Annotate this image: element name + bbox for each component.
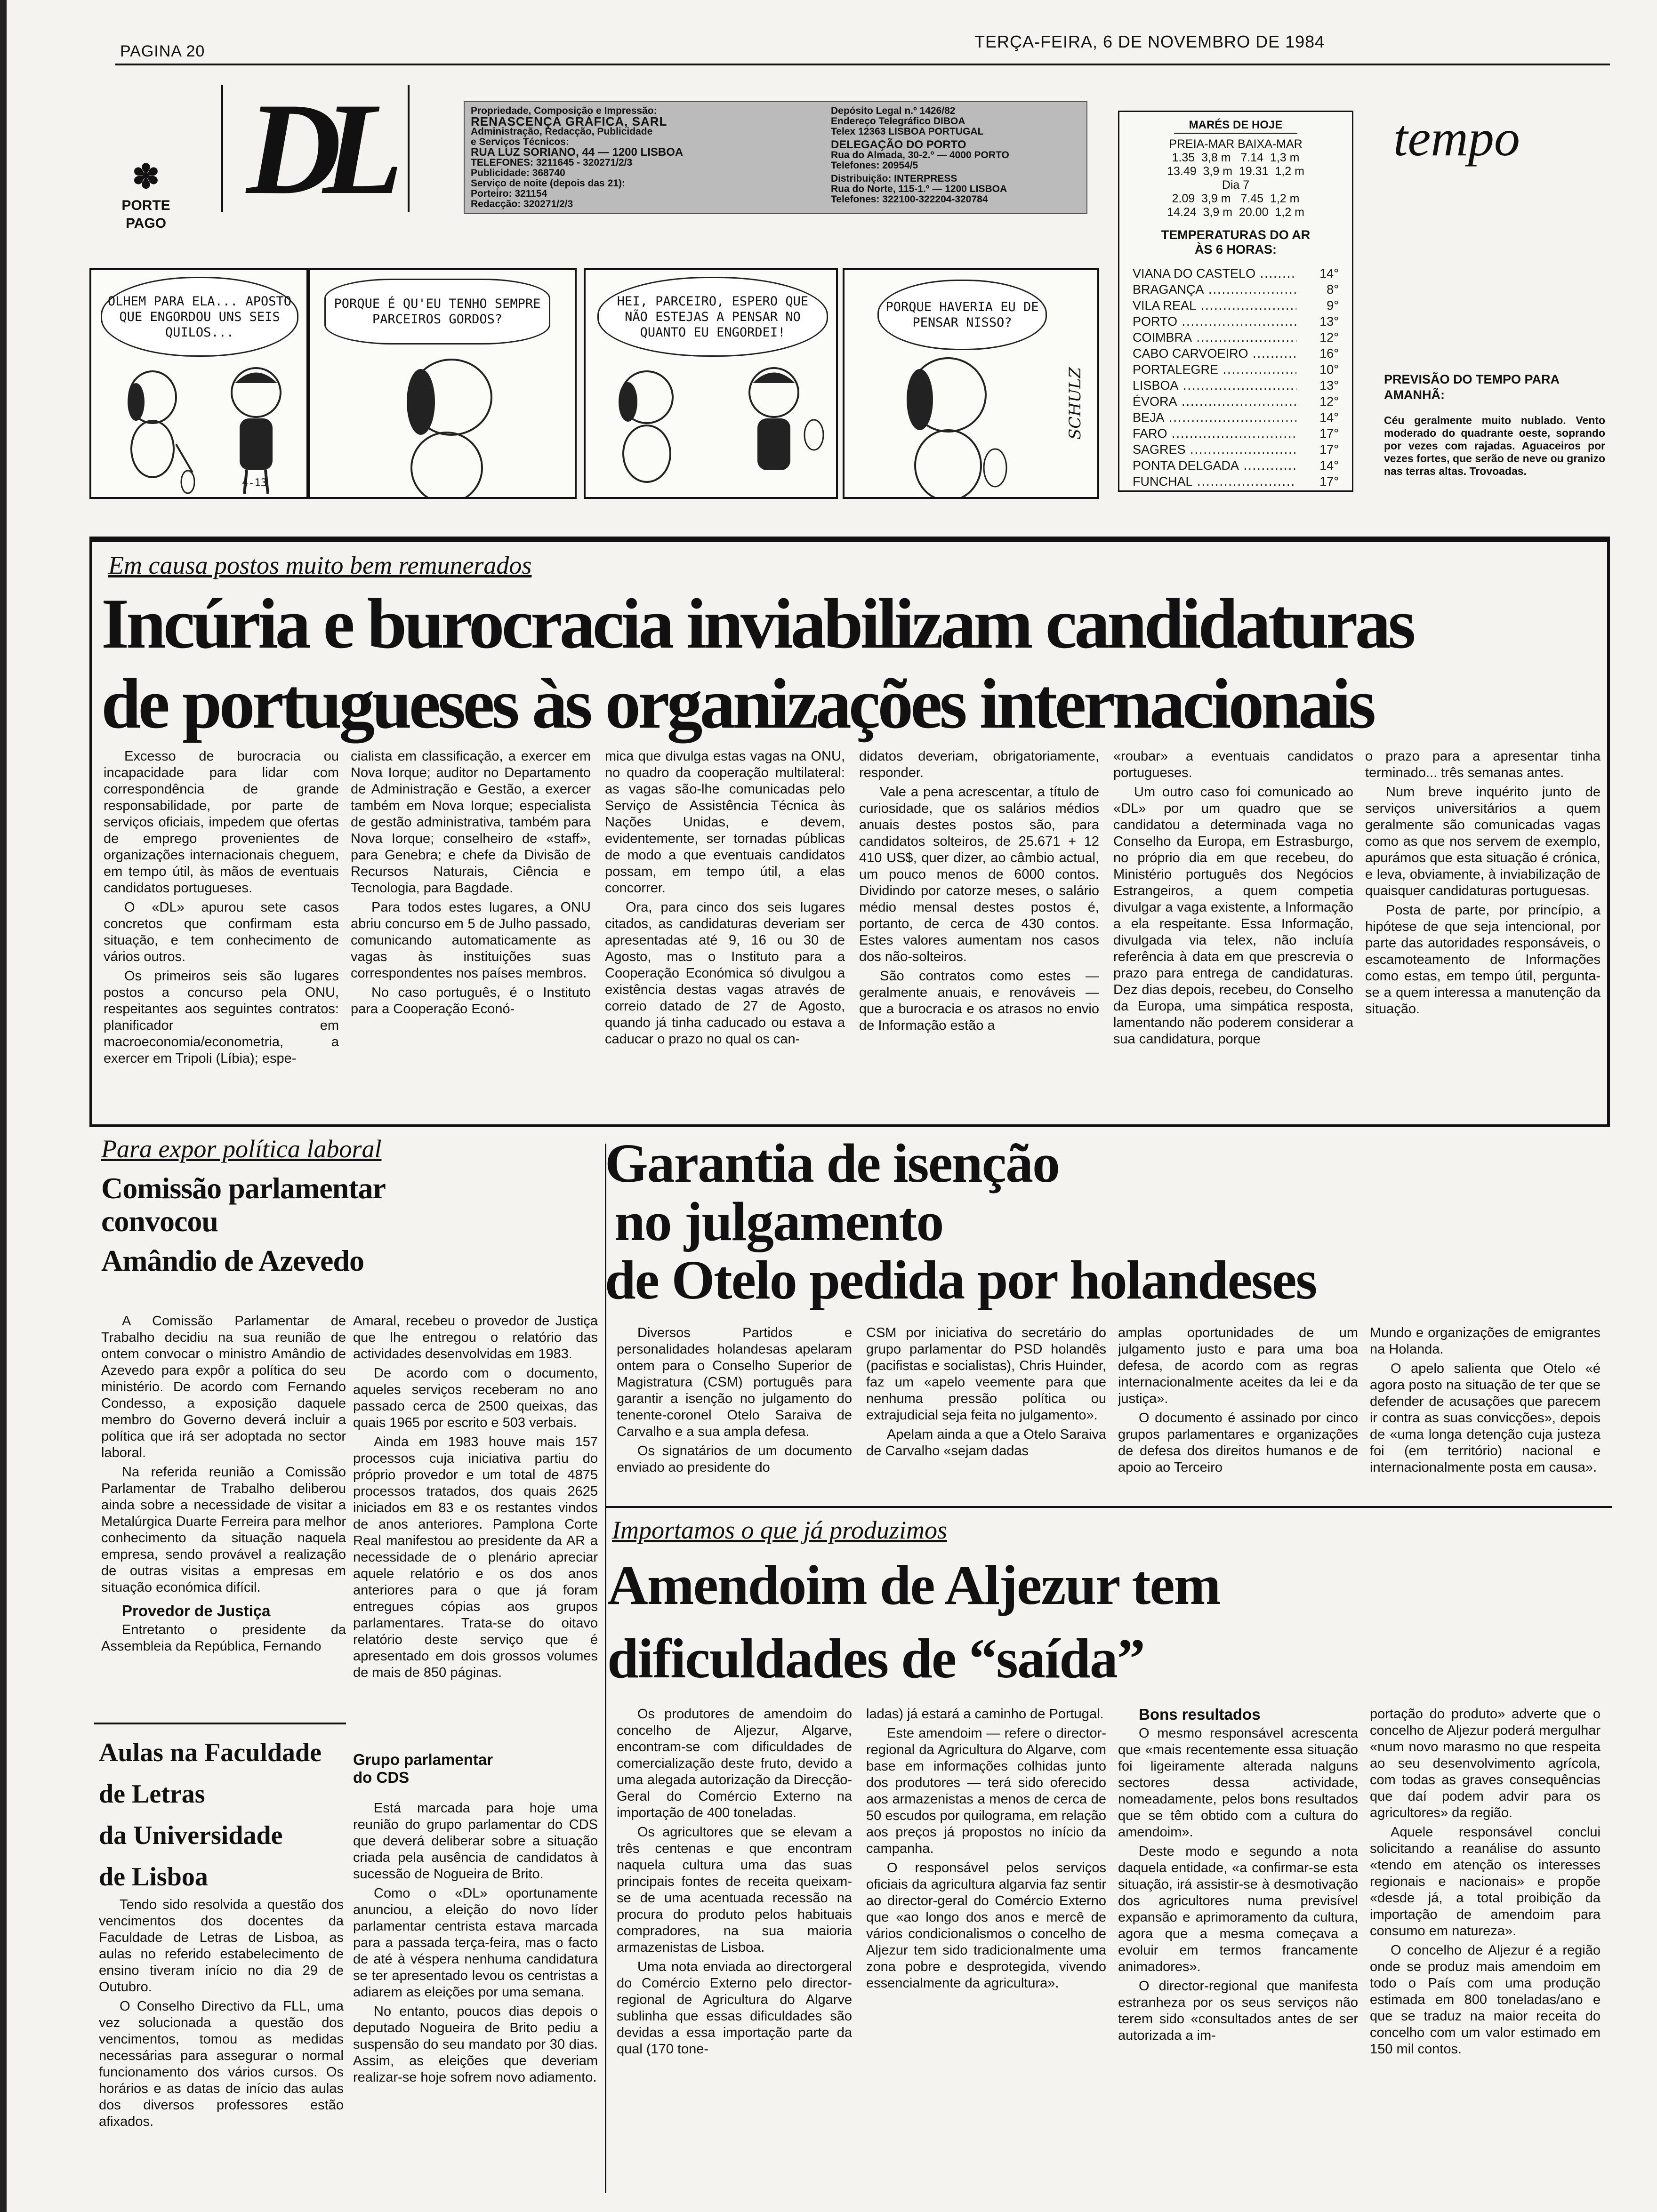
- section-rule: [94, 1723, 346, 1724]
- page-edge: [0, 0, 7, 2212]
- speech-bubble: OLHEM PARA ELA... APOSTO QUE ENGORDOU UNS SEIS QUILOS...: [101, 277, 298, 357]
- masthead-col2: Depósito Legal n.º 1426/82 Endereço Telegráfico DIBOA Telex 12363 LISBOA PORTUGAL DELEGAÇÃO DO PORTO Rua do Almada, 30-2.º — 4000 PORTO Telefones: 20954/5 Distribuição: INTERPRESS Rua do Norte, 115-1.º — 1200 LISBOA Telefones: 322100-322204-320784: [831, 105, 1009, 205]
- story1-col5: «roubar» a eventuais candidatos portugueses. Um outro caso foi comunicado ao «DL» por um quadro que se candidatou a determinada vaga no Conselho da Europa, em Estrasburgo, no próprio dia em que recebeu, do Ministério português dos Negócios Estrangeiros, a quem competia divulgar a vaga existente, a Informação a ela respeitante. Essa Informação, divulgada via telex, não incluía referência à data em que prescrevia o prazo para entrega de candidaturas. Dez dias depois, recebeu, do Conselho da Europa, uma simpática resposta, lamentando não poderem considerar a sua candidatura, porque: [1113, 749, 1353, 1047]
- temperature-row: [1133, 345, 1339, 361]
- forecast-text: Céu geralmente muito nublado. Vento moderado do quadrante oeste, soprando por vezes com rajadas. Aguaceiros por vezes fortes, que serão de neve ou granizo nas terras altas. Trovoadas.: [1384, 414, 1605, 477]
- story4-kicker: Importamos o que já produzimos: [612, 1516, 948, 1544]
- tides-row: Dia 7: [1222, 178, 1250, 192]
- story2-kicker: Para expor política laboral: [101, 1135, 382, 1163]
- temps-list: [1133, 265, 1339, 489]
- snoopy-figure: [376, 350, 517, 499]
- forecast-title: PREVISÃO DO TEMPO PARA AMANHÃ:: [1384, 372, 1560, 402]
- snoopy-figure: [882, 350, 1014, 499]
- crest-icon: ✽: [132, 158, 160, 195]
- tides-title: MARÉS DE HOJE: [1189, 119, 1283, 131]
- temperature-row: [1133, 313, 1339, 329]
- temperature-value: 14°: [1319, 266, 1339, 281]
- story2-col1: A Comissão Parlamentar de Trabalho decidiu na sua reunião de ontem convocar o ministro Amândio de Azevedo para expôr a política do seu ministério. De acordo com Fernando Condesso, a exposição daquele membro do Governo deverá incluir a política que irá ser adoptada no sector laboral. Na referida reunião a Comissão Parlamentar de Trabalho deliberou ainda sobre a necessidade de visitar a Metalúrgica Duarte Ferreira para melhor conhecimento da situação naquela empresa, sendo provável a realização de outras visitas a empresas em situação económica difícil. Provedor de Justiça Entretanto o presidente da Assembleia da República, Fernando: [101, 1314, 346, 1654]
- temperature-row: [1133, 425, 1339, 441]
- city-name: ÉVORA .....: [1133, 393, 1296, 409]
- story1-headline-2: de portugueses às organizações internacionais: [101, 664, 1374, 743]
- city-name: FUNCHAL .....: [1133, 473, 1296, 489]
- story3-col2: CSM por iniciativa do secretário do grupo parlamentar do PSD holandês (pacifistas e socialistas), Chris Huinder, faz um «apelo veemente para que nenhuma pressão política ou extrajudicial seja feita no julgamento». Apelam ainda a que a Otelo Saraiva de Carvalho «sejam dadas: [866, 1325, 1106, 1459]
- temperature-row: [1133, 265, 1339, 281]
- comic-panel-3: [584, 268, 838, 499]
- story3-headline: Garantia de isenção no julgamento de Otelo pedida por holandeses: [605, 1132, 1317, 1311]
- city-name: PORTALEGRE .....: [1133, 361, 1296, 377]
- story4-headline: Amendoim de Aljezur tem dificuldades de “saída”: [607, 1554, 1220, 1690]
- city-name: FARO .....: [1133, 425, 1296, 441]
- temperature-value: 17°: [1319, 426, 1339, 441]
- snoopy-figure: [110, 364, 195, 496]
- temperature-row: [1133, 473, 1339, 489]
- city-name: LISBOA .....: [1133, 377, 1296, 393]
- story1-col2: cialista em classificação, a exercer em Nova Iorque; auditor no Departamento de Administração e Gestão, a exercer também em Nova Iorque; especialista de gestão administrativa, também para Nova Iorque; conselheiro de «staff», para Genebra; e chefe da Divisão de Recursos Naturais, Ciência e Tecnologia, para Bagdade. Para todos estes lugares, a ONU abriu concurso em 5 de Julho passado, comunicando automaticamente as vagas às instituições suas correspondentes nos países membros. No caso português, é o Instituto para a Cooperação Econó-: [351, 749, 591, 1017]
- city-name: PORTO .....: [1133, 313, 1296, 329]
- temperature-value: 14°: [1319, 410, 1339, 425]
- story1-headline-1: Incúria e burocracia inviabilizam candidaturas: [101, 584, 1413, 663]
- tides-row: 1.35 3,8 m 7.14 1,3 m: [1172, 151, 1300, 164]
- story2-headline: Comissão parlamentar convocou Amândio de Azevedo: [101, 1171, 386, 1277]
- section-rule: [605, 1506, 1612, 1508]
- tides-row: 14.24 3,9 m 20.00 1,2 m: [1167, 206, 1304, 219]
- page-date: TERÇA-FEIRA, 6 DE NOVEMBRO DE 1984: [974, 32, 1325, 51]
- page-number: PAGINA 20: [120, 42, 205, 60]
- temperature-row: [1133, 329, 1339, 345]
- temperature-value: 14°: [1319, 458, 1339, 473]
- snoopy-figure: [600, 364, 694, 496]
- story4-col1: Os produtores de amendoim do concelho de Aljezur, Algarve, encontram-se com dificuldades de comercialização deste fruto, devido a uma alegada autorização da Direcção-Geral do Comércio Externo na importação de 400 toneladas. Os agricultores que se elevam a três centenas e que encontram naquela cultura uma das suas principais fontes de receita queixam-se de uma acentuada recessão na procura do produto pelos habituais compradores, na sua maioria armazenistas de Lisboa. Uma nota enviada ao directorgeral do Comércio Externo pelo director-regional de Agricultura do Algarve sublinha que essas dificuldades são devidas a essa importação parte da qual (170 tone-: [617, 1707, 852, 2057]
- comic-panel-2: [308, 268, 577, 499]
- story3-col3: amplas oportunidades de um julgamento justo e para uma boa defesa, de acordo com as regras internacionalmente aceites da lei e da justiça». O documento é assinado por cinco grupos parlamentares e organizações de defesa dos direitos humanos e de apoio ao Terceiro: [1118, 1325, 1358, 1475]
- temperature-value: 10°: [1319, 362, 1339, 377]
- subhead-provedor: Provedor de Justiça: [122, 1602, 271, 1619]
- story6-headline: Grupo parlamentar do CDS: [353, 1751, 493, 1786]
- story6-body: Está marcada para hoje uma reunião do grupo parlamentar do CDS que deverá deliberar sobre a situação criada pela ausência de candidatos à sucessão de Nogueira de Brito. Como o «DL» oportunamente anunciou, a eleição do novo líder parlamentar centrista estava marcada para a passada terça-feira, mas o facto de até à véspera nenhuma candidatura se ter apresentado levou os centristas a adiarem as eleições por uma semana. No entanto, poucos dias depois o deputado Nogueira de Brito pediu a suspensão do seu mandato por 30 dias. Assim, as eleições que deveriam realizar-se hoje sofrem novo adiamento.: [353, 1801, 598, 2085]
- temperature-row: [1133, 457, 1339, 473]
- comic-code: 4-13: [242, 477, 267, 489]
- speech-bubble: PORQUE É QU'EU TENHO SEMPRE PARCEIROS GORDOS?: [324, 279, 550, 345]
- temperature-value: 16°: [1319, 346, 1339, 361]
- story5-headline: Aulas na Faculdade de Letras da Universidade de Lisboa: [99, 1738, 322, 1891]
- story3-col4: Mundo e organizações de emigrantes na Holanda. O apelo salienta que Otelo «é agora posto na situação de ter que se defender de acusações que parecem ir contra as suas convicções», depois de «uma longa detenção cuja justeza foi (em território) nacional e internacionalmente posta em causa».: [1370, 1325, 1601, 1475]
- temperature-value: 13°: [1319, 378, 1339, 393]
- story1-col3: mica que divulga estas vagas na ONU, no quadro da cooperação multilateral: as vagas são-lhe comunicadas pelo Serviço de Assistência Técnica às Nações Unidas, e devem, evidentemente, ser tornadas públicas de modo a que eventuais candidatos possam, em tempo útil, a elas concorrer. Ora, para cinco dos seis lugares citados, as candidaturas deveriam ser apresentadas até 9, 16 ou 30 de Agosto, mas o Instituto para a Cooperação Económica só divulgou a existência destas vagas através de correio datado de 27 de Agosto, quando já tinha caducado ou estava a caducar o prazo no qual os can-: [605, 749, 845, 1047]
- story4-col2: ladas) já estará a caminho de Portugal. Este amendoim — refere o director-regional da Agricultura do Algarve, com base em informações colhidas junto dos produtores — terá sido oferecido aos armazenistas a menos de cerca de 50 escudos por quilograma, em relação aos preços já propostos no início da campanha. O responsável pelos serviços oficiais da agricultura algarvia faz sentir ao director-geral do Comércio Externo que «ao longo dos anos e mercê de vários condicionalismos o concelho de Aljezur tem sido tradicionalmente uma zona pobre e desprotegida, vivendo essencialmente da agricultura».: [866, 1707, 1106, 1991]
- weather-box: [1118, 111, 1353, 492]
- porte-pago: ✽ PORTE PAGO: [111, 160, 181, 232]
- tides-header: PREIA-MAR BAIXA-MAR: [1169, 137, 1303, 151]
- tides-row: 2.09 3,9 m 7.45 1,2 m: [1172, 192, 1300, 205]
- story4-col4: portação do produto» adverte que o concelho de Aljezur poderá mergulhar «num novo marasmo no que respeita ao seu desenvolvimento agrícola, com todas as graves consequências que daí podem advir para os agricultores» da região. Aquele responsável conclui solicitando a reanálise do assunto «tendo em atenção os interesses regionais e nacionais» e propõe «desde já, a total proibição da importação de amendoim para consumo em natureza». O concelho de Aljezur é a região onde se produz mais amendoim em todo o País com uma produção estimada em 800 toneladas/ano e que se traduz na maior receita do concelho com um valor estimado em 150 mil contos.: [1370, 1707, 1601, 2057]
- temperature-value: 12°: [1319, 394, 1339, 409]
- peppermint-patty-figure: [209, 360, 303, 496]
- city-name: BRAGANÇA .....: [1133, 281, 1296, 297]
- speech-bubble: PORQUE HAVERIA EU DE PENSAR NISSO?: [877, 280, 1047, 350]
- city-name: COIMBRA .....: [1133, 329, 1296, 345]
- temperature-value: 9°: [1327, 298, 1339, 313]
- weather-title: tempo: [1393, 109, 1520, 167]
- header-rule: [115, 64, 1610, 65]
- story5-body: Tendo sido resolvida a questão dos vencimentos dos docentes da Faculdade de Letras de Lisboa, as aulas no referido estabelecimento de ensino tiveram início no dia 29 de Outubro. O Conselho Directivo da FLL, uma vez solucionada a questão dos vencimentos, tomou as medidas necessárias para assegurar o normal funcionamento dos vários cursos. Os horários e as datas de início das aulas dos diversos professores estão afixados.: [99, 1897, 344, 2129]
- story4-col3: Bons resultados O mesmo responsável acrescenta que «mais recentemente essa situação foi ligeiramente alterada nalguns sectores dessa actividade, nomeadamente, pelos bons resultados que se têm obtido com a cultura do amendoim». Deste modo e segundo a nota daquela entidade, «a confirmar-se esta situação, irá assistir-se à desmotivação dos agricultores numa previsível expansão e aprimoramento da cultura, agora que a mesma começava a evoluir em termos francamente animadores». O director-regional que manifesta estranheza por os seus serviços não terem sido «consultados antes de ser autorizada a im-: [1118, 1706, 1358, 2043]
- city-name: PONTA DELGADA .....: [1133, 457, 1296, 473]
- temperature-value: 12°: [1319, 330, 1339, 345]
- temps-subtitle: ÀS 6 HORAS:: [1194, 242, 1277, 256]
- temperature-row: [1133, 377, 1339, 393]
- temperature-row: [1133, 441, 1339, 457]
- city-name: SAGRES .....: [1133, 441, 1296, 457]
- temperature-row: [1133, 297, 1339, 313]
- story1-col4: didatos deveriam, obrigatoriamente, responder. Vale a pena acrescentar, a título de curiosidade, que os salários médios anuais destes postos são, para candidatos solteiros, de 25.671 + 12 410 US$, quer dizer, ao câmbio actual, um pouco menos de 6000 contos. Dividindo por catorze meses, o salário médio mensal destes postos é, portanto, de cerca de 430 contos. Estes valores aumentam nos casos dos não-solteiros. São contratos como estes — geralmente anuais, e renováveis — que a burocracia e os atrasos no envio de Informação estão a: [859, 749, 1099, 1033]
- subhead-bons-resultados: Bons resultados: [1139, 1706, 1261, 1723]
- story1-kicker: Em causa postos muito bem remunerados: [108, 551, 532, 579]
- logo: DL: [221, 85, 410, 212]
- temperature-row: [1133, 361, 1339, 377]
- temperature-value: 17°: [1319, 442, 1339, 457]
- temperature-value: 13°: [1319, 314, 1339, 329]
- city-name: CABO CARVOEIRO .....: [1133, 345, 1296, 361]
- temperature-value: 17°: [1319, 474, 1339, 489]
- city-name: VIANA DO CASTELO .....: [1133, 265, 1296, 281]
- comic-panel-4: [843, 268, 1099, 499]
- temperature-row: [1133, 393, 1339, 409]
- temps-title: TEMPERATURAS DO AR: [1161, 228, 1311, 242]
- story3-col1: Diversos Partidos e personalidades holandesas apelaram ontem para o Conselho Superior de Magistratura (CSM) português para garantir a isenção no julgamento do tenente-coronel Otelo Saraiva de Carvalho e a sua ampla defesa. Os signatários de um documento enviado ao presidente do: [617, 1325, 852, 1475]
- comic-signature: SCHULZ: [1066, 367, 1085, 440]
- peppermint-patty-figure: [722, 360, 826, 496]
- story2-col2: Amaral, recebeu o provedor de Justiça que lhe entregou o relatório das actividades desenvolvidas em 1983. De acordo com o documento, aqueles serviços receberam no ano passado cerca de 2500 queixas, das quais 1965 por escrito e 503 verbais. Ainda em 1983 houve mais 157 processos cuja iniciativa partiu do próprio provedor e um total de 4875 processos tratados, dos quais 2625 iniciados em 83 e os restantes vindos de anos anteriores. Pamplona Corte Real manifestou ao presidente da AR a necessidade de o plenário apreciar aquele relatório e os dos anos anteriores para o que já foram entregues cópias aos grupos parlamentares. Trata-se do oitavo relatório deste serviço que é apresentado em dois grossos volumes de mais de 850 páginas.: [353, 1314, 598, 1680]
- story1-col6: o prazo para a apresentar tinha terminado... três semanas antes. Num breve inquérito junto de serviços universitários a quem geralmente são comunicadas vagas como as que nos servem de exemplo, apurámos que esta situação é crónica, e leva, obviamente, à inviabilização de quaisquer candidaturas portuguesas. Posta de parte, por princípio, a hipótese de que seja intencional, por parte das autoridades responsáveis, o escamoteamento de Informações como estas, em tempo útil, pergunta-se a quem interessa a manutenção da situação.: [1365, 749, 1601, 1017]
- temperature-value: 8°: [1327, 282, 1339, 297]
- temperature-row: [1133, 281, 1339, 297]
- city-name: BEJA .....: [1133, 409, 1296, 425]
- temperature-row: [1133, 409, 1339, 425]
- masthead-col1: Propriedade, Composição e Impressão: RENASCENÇA GRÁFICA, SARL Administração, Redacção, Publicidade e Serviços Técnicos: RUA LUZ SORIANO, 44 — 1200 LISBOA TELEFONES: 3211645 - 320271/2/3 Publicidade: 368740 Serviço de noite (depois das 21): Porteiro: 321154 Redacção: 320271/2/3: [471, 105, 684, 209]
- speech-bubble: HEI, PARCEIRO, ESPERO QUE NÃO ESTEJAS A PENSAR NO QUANTO EU ENGORDEI!: [597, 277, 828, 357]
- story1-col1: Excesso de burocracia ou incapacidade para lidar com correspondência de grande responsabilidade, por parte de serviços oficiais, impedem que ofertas de emprego provenientes de organizações internacionais cheguem, em tempo útil, às mãos de eventuais candidatos portugueses. O «DL» apurou sete casos concretos que confirmam esta situação, e tem conhecimento de vários outros. Os primeiros seis são lugares postos a concurso pela ONU, respeitantes aos seguintes contratos: planificador em macroeconomia/econometria, a exercer em Tripoli (Líbia); espe-: [104, 749, 339, 1066]
- city-name: VILA REAL .....: [1133, 297, 1296, 313]
- tides-row: 13.49 3,9 m 19.31 1,2 m: [1167, 165, 1304, 178]
- comic-panel-1: [89, 268, 308, 499]
